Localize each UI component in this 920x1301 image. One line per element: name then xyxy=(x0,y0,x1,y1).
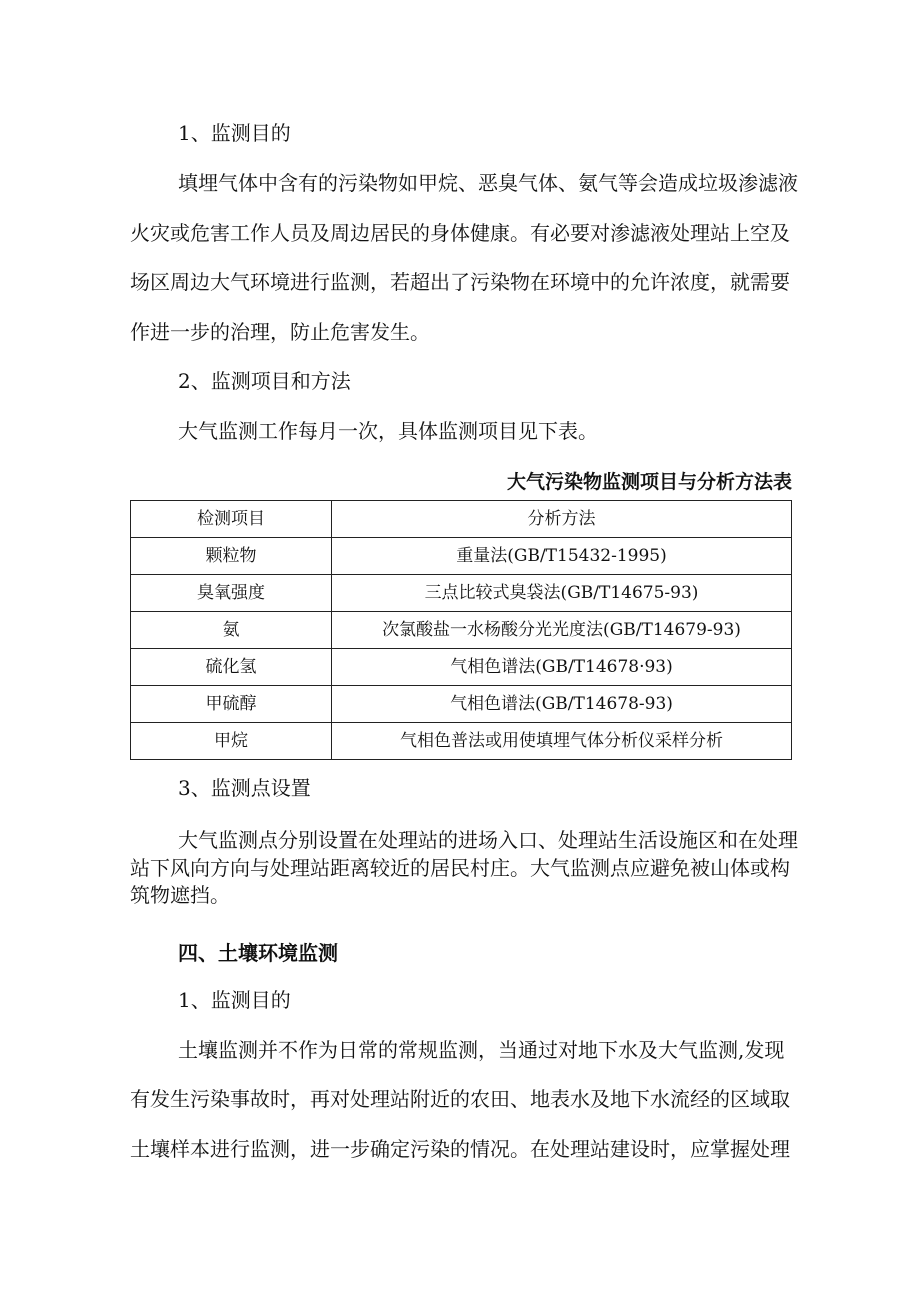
table-cell-method: 气相色谱法(GB/T14678-93) xyxy=(332,686,792,723)
section-heading-items-methods: 2、监测项目和方法 xyxy=(178,369,351,393)
table-cell-item: 臭氧强度 xyxy=(131,575,332,612)
table-cell-item: 氨 xyxy=(131,612,332,649)
paragraph-line: 土壤样本进行监测，进一步确定污染的情况。在处理站建设时，应掌握处理 xyxy=(130,1137,790,1161)
section-heading-monitoring-purpose: 1、监测目的 xyxy=(178,121,291,145)
table-cell-method: 次氯酸盐一水杨酸分光光度法(GB/T14679-93) xyxy=(332,612,792,649)
paragraph-line: 填埋气体中含有的污染物如甲烷、恶臭气体、氨气等会造成垃圾渗滤液 xyxy=(178,171,798,195)
table-cell-method: 重量法(GB/T15432-1995) xyxy=(332,538,792,575)
table-cell-method: 气相色普法或用使填埋气体分析仪采样分析 xyxy=(332,723,792,760)
table-row xyxy=(131,575,792,612)
table-row xyxy=(131,612,792,649)
monitoring-methods-table xyxy=(130,500,792,760)
table-row xyxy=(131,686,792,723)
paragraph-line: 有发生污染事故时，再对处理站附近的农田、地表水及地下水流经的区域取 xyxy=(130,1087,790,1111)
table-row xyxy=(131,723,792,760)
paragraph-line: 站下风向方向与处理站距离较近的居民村庄。大气监测点应避免被山体或构 xyxy=(130,856,790,880)
table-caption: 大气污染物监测项目与分析方法表 xyxy=(506,471,792,493)
paragraph-line: 大气监测工作每月一次，具体监测项目见下表。 xyxy=(178,419,598,443)
section-heading-soil-purpose: 1、监测目的 xyxy=(178,988,291,1012)
paragraph-line: 作进一步的治理，防止危害发生。 xyxy=(130,320,430,344)
table-cell-method: 三点比较式臭袋法(GB/T14675-93) xyxy=(332,575,792,612)
paragraph-line: 场区周边大气环境进行监测，若超出了污染物在环境中的允许浓度，就需要 xyxy=(130,270,790,294)
section-heading-monitoring-points: 3、监测点设置 xyxy=(178,776,311,800)
table-header-cell: 检测项目 xyxy=(131,501,332,538)
table-cell-method: 气相色谱法(GB/T14678·93) xyxy=(332,649,792,686)
table-cell-item: 颗粒物 xyxy=(131,538,332,575)
paragraph-line: 土壤监测并不作为日常的常规监测，当通过对地下水及大气监测,发现 xyxy=(178,1038,785,1062)
table-row xyxy=(131,649,792,686)
chapter-title-soil-monitoring: 四、土壤环境监测 xyxy=(178,941,338,965)
paragraph-line: 大气监测点分别设置在处理站的进场入口、处理站生活设施区和在处理 xyxy=(178,828,798,852)
table-header-cell: 分析方法 xyxy=(332,501,792,538)
table-cell-item: 甲硫醇 xyxy=(131,686,332,723)
table-header-row xyxy=(131,501,792,538)
paragraph-line: 筑物遮挡。 xyxy=(130,883,230,907)
table-cell-item: 甲烷 xyxy=(131,723,332,760)
table-row xyxy=(131,538,792,575)
table-cell-item: 硫化氢 xyxy=(131,649,332,686)
paragraph-line: 火灾或危害工作人员及周边居民的身体健康。有必要对渗滤液处理站上空及 xyxy=(130,221,790,245)
